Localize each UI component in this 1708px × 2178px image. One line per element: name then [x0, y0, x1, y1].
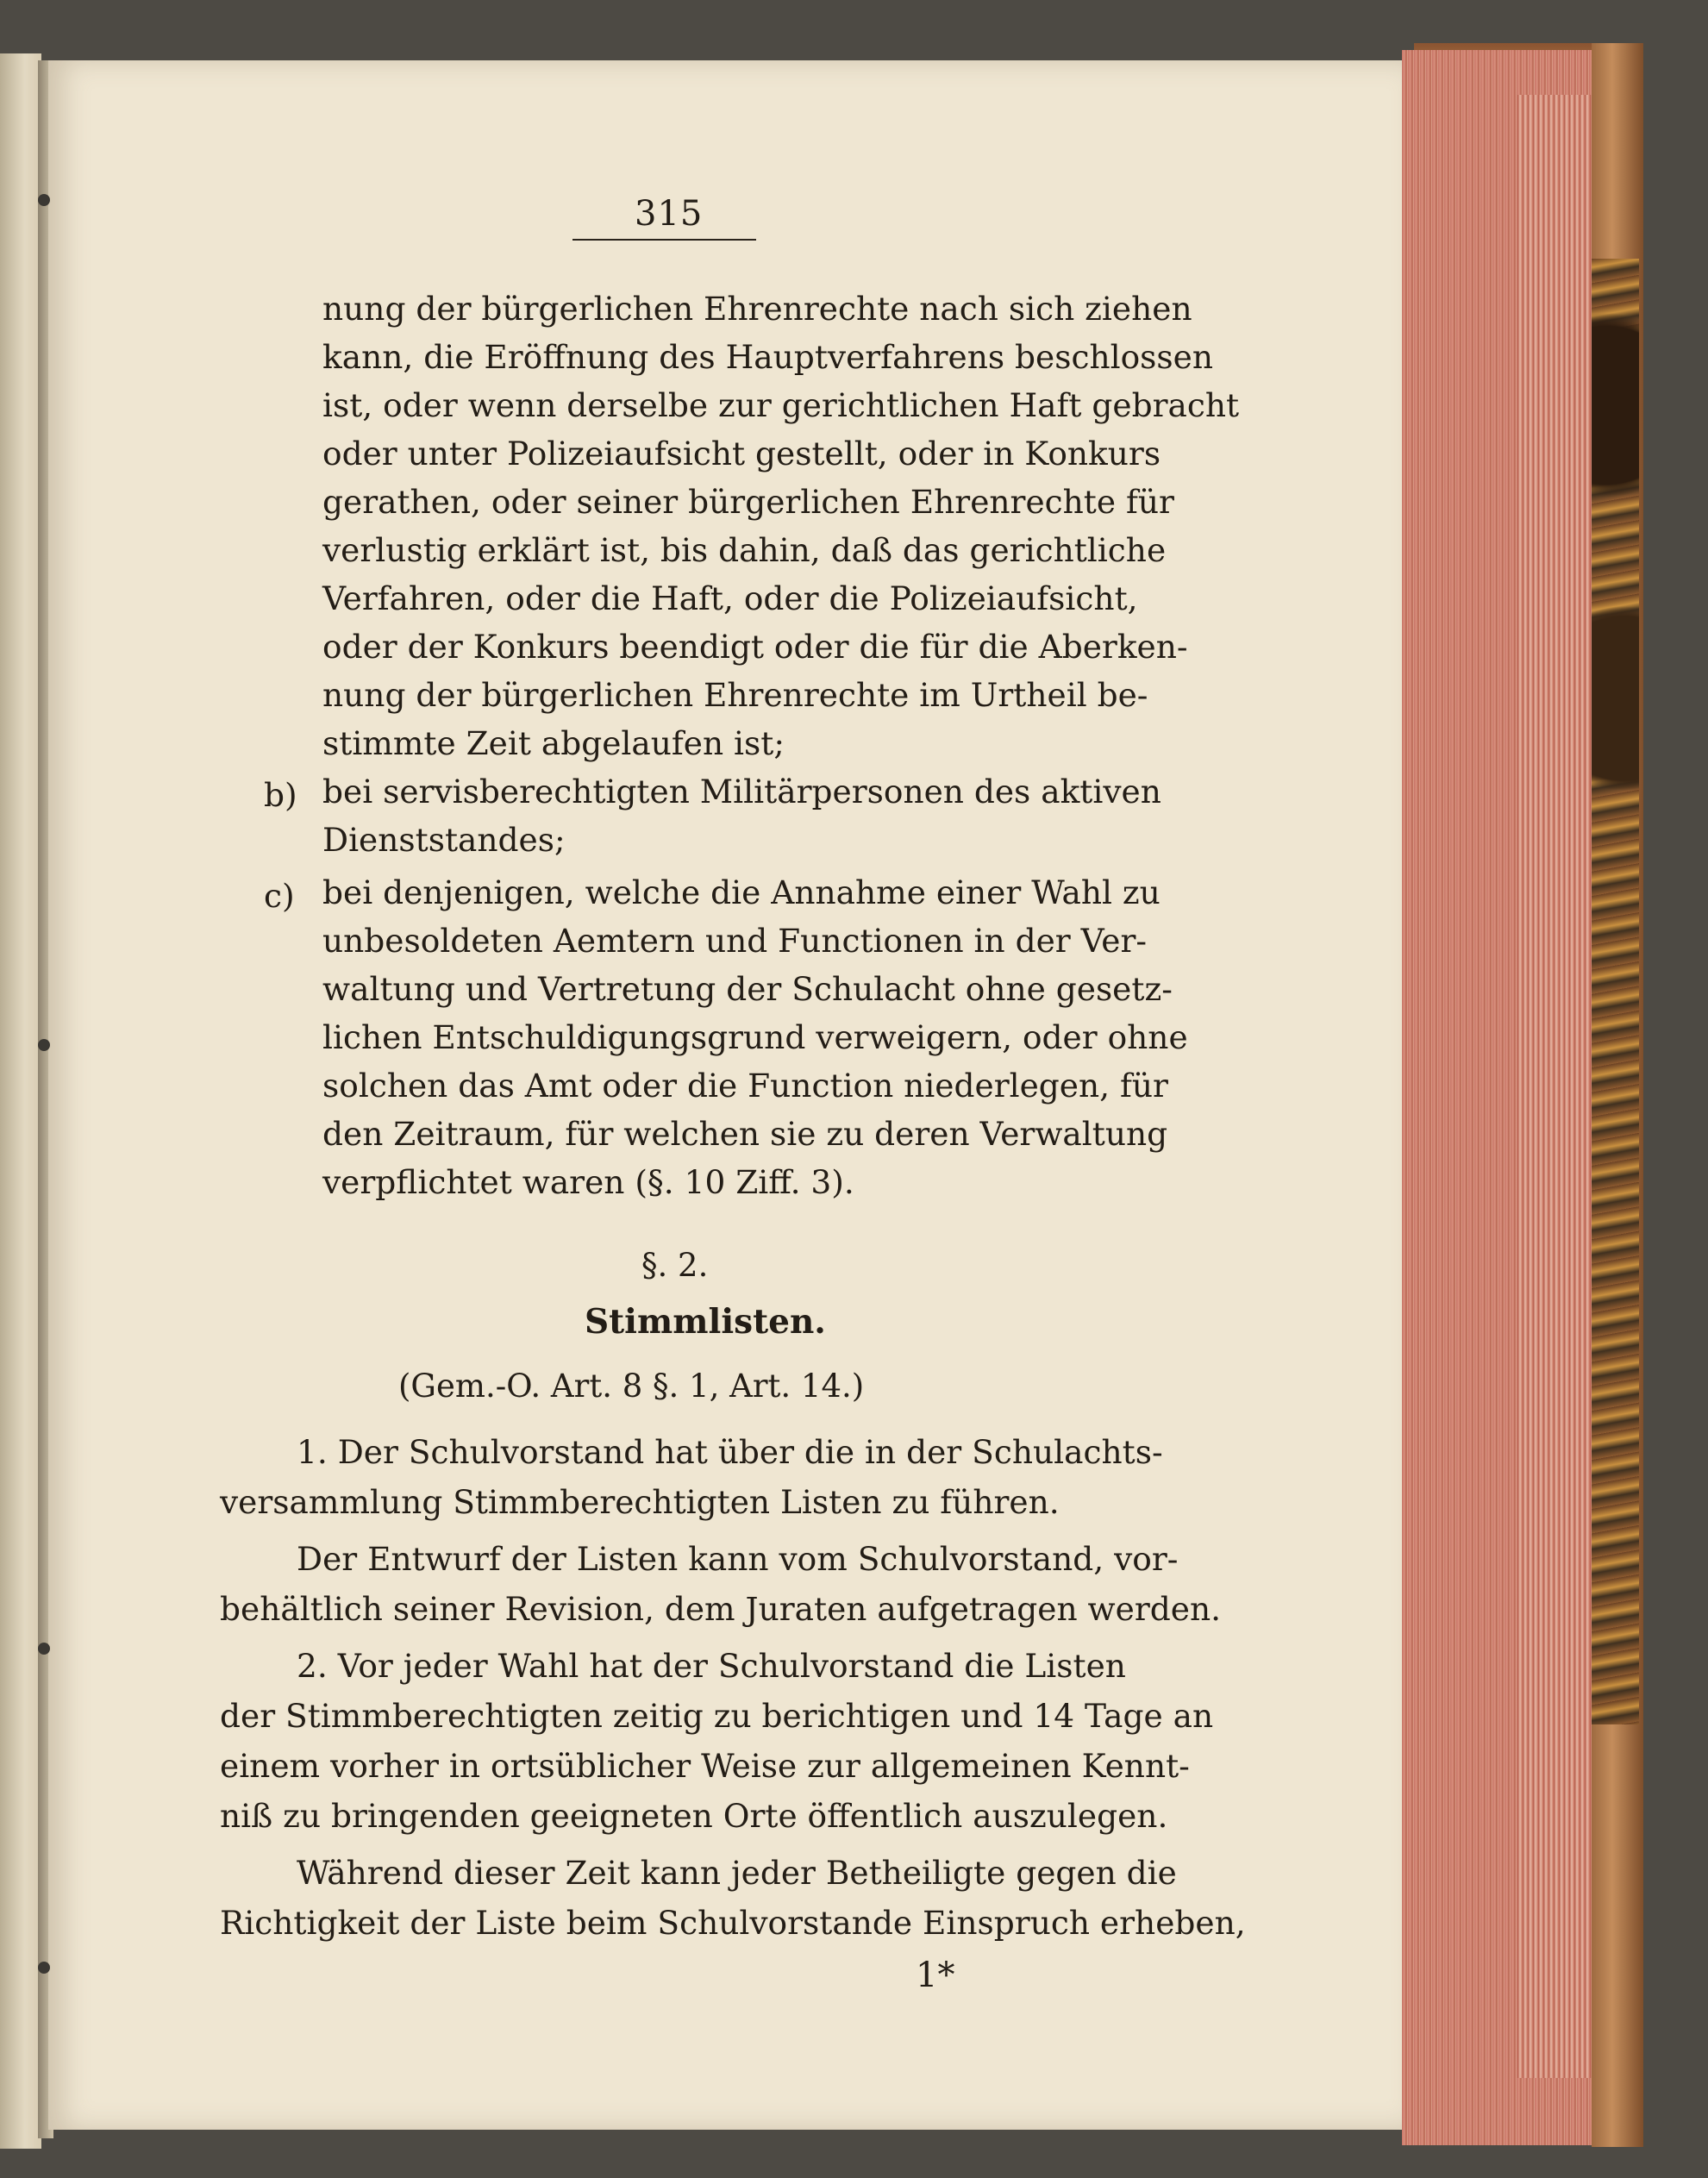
text-line: ist, oder wenn derselbe zur gerichtlichen Haft gebracht: [322, 386, 1240, 424]
text-line: waltung und Vertretung der Schulacht ohne gesetz-: [322, 970, 1173, 1008]
binding-mark: [38, 1643, 50, 1655]
text-line: 2. Vor jeder Wahl hat der Schulvorstand die Listen: [297, 1647, 1126, 1685]
text-line: der Stimmberechtigten zeitig zu berichtigen und 14 Tage an: [220, 1697, 1214, 1735]
text-line: gerathen, oder seiner bürgerlichen Ehrenrechte für: [322, 483, 1174, 521]
text-line: bei denjenigen, welche die Annahme einer Wahl zu: [322, 873, 1161, 911]
section-number: §. 2.: [641, 1247, 709, 1284]
text-line: lichen Entschuldigungsgrund verweigern, oder ohne: [322, 1018, 1188, 1056]
page-number: 315: [635, 194, 704, 234]
text-line: oder unter Polizeiaufsicht gestellt, oder in Konkurs: [322, 435, 1161, 473]
page-number-rule: [572, 239, 756, 241]
text-line: verlustig erklärt ist, bis dahin, daß das gerichtliche: [322, 531, 1167, 569]
text-line: Während dieser Zeit kann jeder Betheiligte gegen die: [297, 1854, 1177, 1892]
text-line: Dienststandes;: [322, 821, 566, 859]
binding-mark: [38, 1039, 50, 1051]
text-line: versammlung Stimmberechtigten Listen zu führen.: [220, 1483, 1060, 1521]
text-line: bei servisberechtigten Militärpersonen des aktiven: [322, 773, 1161, 810]
list-item-label-c: c): [264, 877, 295, 915]
text-line: Der Entwurf der Listen kann vom Schulvorstand, vor-: [297, 1540, 1179, 1578]
signature-mark: 1*: [916, 1956, 955, 1995]
text-line: Richtigkeit der Liste beim Schulvorstande Einspruch erheben,: [220, 1904, 1246, 1942]
text-line: nung der bürgerlichen Ehrenrechte nach sich ziehen: [322, 290, 1192, 328]
text-line: Verfahren, oder die Haft, oder die Polizeiaufsicht,: [322, 579, 1138, 617]
text-line: 1. Der Schulvorstand hat über die in der Schulachts-: [297, 1433, 1163, 1471]
list-item-label-b: b): [264, 776, 297, 814]
text-line: einem vorher in ortsüblicher Weise zur allgemeinen Kennt-: [220, 1747, 1190, 1785]
left-page-edge: [0, 53, 41, 2149]
section-reference: (Gem.-O. Art. 8 §. 1, Art. 14.): [398, 1368, 865, 1405]
binding-mark: [38, 194, 50, 206]
text-line: behältlich seiner Revision, dem Juraten aufgetragen werden.: [220, 1590, 1222, 1628]
text-line: oder der Konkurs beendigt oder die für die Aberken-: [322, 628, 1188, 666]
text-line: stimmte Zeit abgelaufen ist;: [322, 724, 785, 762]
text-line: solchen das Amt oder die Function niederlegen, für: [322, 1067, 1168, 1105]
section-title: Stimmlisten.: [585, 1302, 826, 1342]
text-line: nung der bürgerlichen Ehrenrechte im Urtheil be-: [322, 676, 1148, 714]
marbled-cover: [1592, 259, 1639, 1724]
text-line: den Zeitraum, für welchen sie zu deren Verwaltung: [322, 1115, 1168, 1153]
text-line: niß zu bringenden geeigneten Orte öffentlich auszulegen.: [220, 1797, 1168, 1835]
text-line: unbesoldeten Aemtern und Functionen in der Ver-: [322, 922, 1148, 960]
page-edges-inner: [1517, 95, 1600, 2078]
binding-mark: [38, 1962, 50, 1974]
text-line: kann, die Eröffnung des Hauptverfahrens beschlossen: [322, 338, 1214, 376]
text-line: verpflichtet waren (§. 10 Ziff. 3).: [322, 1163, 854, 1201]
